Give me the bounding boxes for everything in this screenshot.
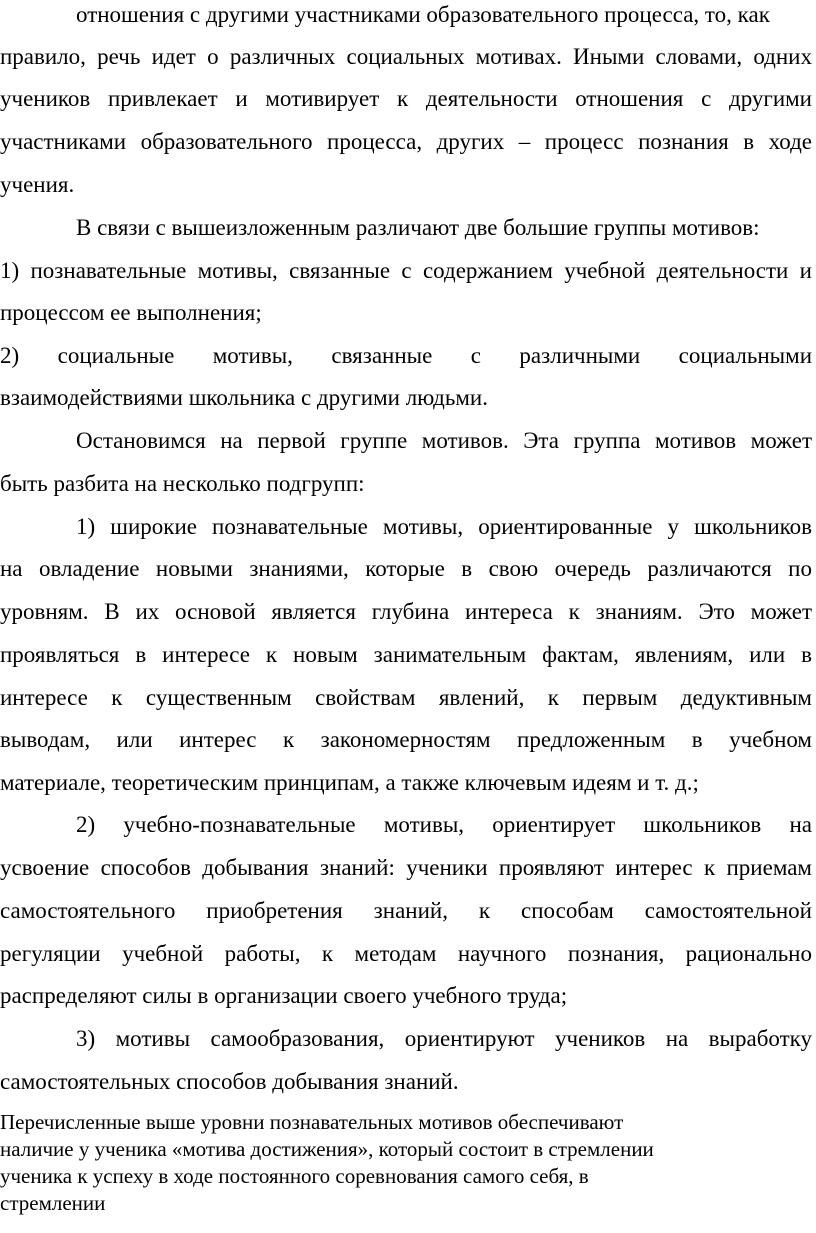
text-line: интересе к существенным свойствам явлений, к первым дедуктивным <box>0 685 812 710</box>
text-line: самостоятельных способов добывания знаний. <box>0 1069 459 1094</box>
text-line: Остановимся на первой группе мотивов. Эта группа мотивов может <box>76 428 812 453</box>
text-line: В связи с вышеизложенным различают две большие группы мотивов: <box>76 215 760 240</box>
text-line: выводам, или интерес к закономерностям предложенным в учебном <box>0 727 812 752</box>
text-line: процессом ее выполнения; <box>0 300 262 325</box>
text-line: 2) учебно-познавательные мотивы, ориентирует школьников на <box>76 812 812 837</box>
text-line: учеников привлекает и мотивирует к деятельности отношения с другими <box>0 86 812 111</box>
text-line: 1) широкие познавательные мотивы, ориентированные у школьников <box>76 514 812 539</box>
text-line: правило, речь идет о различных социальных мотивах. Иными словами, одних <box>0 44 812 69</box>
text-line: уровням. В их основой является глубина интереса к знаниям. Это может <box>0 599 812 624</box>
text-line: проявляться в интересе к новым занимательным фактам, явлениям, или в <box>0 642 812 667</box>
text-line: учения. <box>0 172 75 197</box>
text-line: участниками образовательного процесса, других – процесс познания в ходе <box>0 129 812 154</box>
tail-line: наличие у ученика «мотива достижения», который состоит в стремлении <box>0 1137 654 1161</box>
text-line: быть разбита на несколько подгрупп: <box>0 471 365 496</box>
text-line: взаимодействиями школьника с другими людьми. <box>0 385 488 410</box>
text-line: 1) познавательные мотивы, связанные с содержанием учебной деятельности и <box>0 258 812 283</box>
text-line: самостоятельного приобретения знаний, к способам самостоятельной <box>0 898 812 923</box>
text-line: регуляции учебной работы, к методам научного познания, рационально <box>0 941 812 966</box>
text-line: отношения с другими участниками образовательного процесса, то, как <box>76 2 770 27</box>
tail-line: ученика к успеху в ходе постоянного соревнования самого себя, в <box>0 1164 589 1188</box>
text-line: материале, теоретическим принципам, а также ключевым идеям и т. д.; <box>0 770 699 795</box>
text-line: усвоение способов добывания знаний: ученики проявляют интерес к приемам <box>0 855 812 880</box>
tail-line: стремлении <box>0 1191 106 1215</box>
text-line: 3) мотивы самообразования, ориентируют учеников на выработку <box>76 1026 812 1051</box>
text-line: распределяют силы в организации своего учебного труда; <box>0 983 568 1008</box>
text-line: на овладение новыми знаниями, которые в свою очередь различаются по <box>0 556 812 581</box>
text-line: 2) социальные мотивы, связанные с различными социальными <box>0 343 812 368</box>
tail-line: Перечисленные выше уровни познавательных мотивов обеспечивают <box>0 1110 624 1134</box>
